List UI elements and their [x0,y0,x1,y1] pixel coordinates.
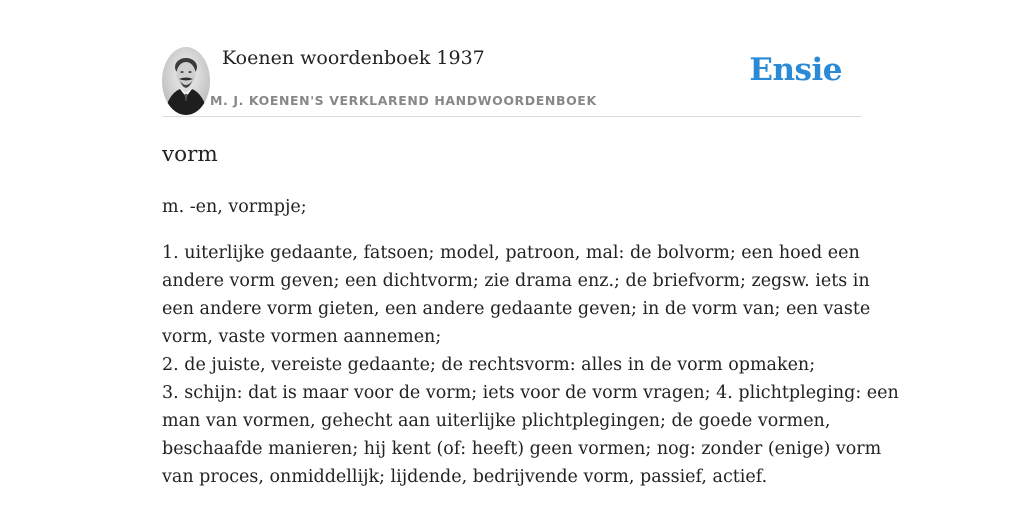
dictionary-subtitle: M. J. KOENEN'S VERKLAREND HANDWOORDENBOEK [210,93,597,108]
dictionary-header [162,0,862,117]
definition-line: beschaafde manieren; hij kent (of: heeft) geen vormen; nog: zonder (enige) vorm [162,439,882,459]
entry-headword: vorm [162,142,218,167]
ensie-logo-link[interactable]: Ensie [749,52,842,88]
definition-line: een andere vorm gieten, een andere gedaante geven; in de vorm van; een vaste [162,299,871,319]
definition-line: 1. uiterlijke gedaante, fatsoen; model, patroon, mal: de bolvorm; een hoed een [162,243,860,263]
dictionary-title[interactable]: Koenen woordenboek 1937 [222,47,485,69]
definition-line: andere vorm geven; een dichtvorm; zie drama enz.; de briefvorm; zegsw. iets in [162,271,870,291]
definition-line: 3. schijn: dat is maar voor de vorm; iets voor de vorm vragen; 4. plichtpleging: een [162,383,899,403]
definition-line: 2. de juiste, vereiste gedaante; de rechtsvorm: alles in de vorm opmaken; [162,355,816,375]
definition-line: van proces, onmiddellijk; lijdende, bedrijvende vorm, passief, actief. [162,467,768,487]
page [162,0,899,512]
entry-definition [162,239,899,491]
definition-line: man van vormen, gehecht aan uiterlijke plichtplegingen; de goede vormen, [162,411,831,431]
entry-grammar: m. -en, vormpje; [162,197,307,217]
definition-line: vorm, vaste vormen aannemen; [162,327,442,347]
author-portrait-icon [162,47,210,115]
